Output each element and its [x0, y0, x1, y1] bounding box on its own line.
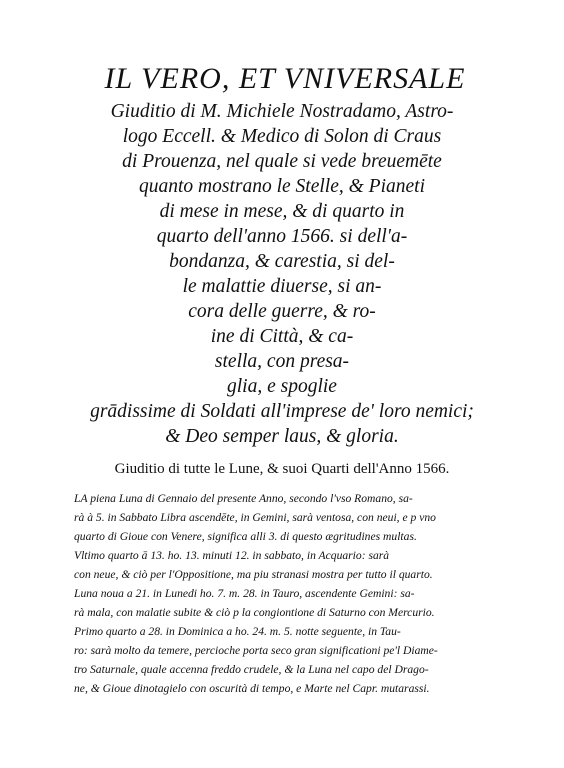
title-line: ine di Città, & ca- — [210, 326, 354, 347]
title-line: quanto mostrano le Stelle, & Pianeti — [139, 176, 425, 197]
title-line: le malattie diuerse, si an- — [182, 276, 382, 297]
title-line: quarto dell'anno 1566. si dell'a- — [156, 226, 408, 247]
paragraph-line: ro: sarà molto da temere, percioche porta seco gran significationi pe'l Diame- — [74, 644, 438, 657]
paragraph-line: rà mala, con malatie subite & ciò p la congiontione di Saturno con Mercurio. — [74, 606, 435, 619]
paragraph-line: Primo quarto a 28. in Dominica a ho. 24. m. 5. notte seguente, in Tau- — [74, 625, 401, 638]
title-line: & Deo semper laus, & gloria. — [165, 426, 399, 447]
title-line: grādissime di Soldati all'imprese de' loro nemici; — [90, 401, 474, 422]
title-line: di Prouenza, nel quale si vede breuemēte — [122, 151, 442, 172]
paragraph-line: quarto di Gioue con Venere, significa alli 3. di questo ægritudines multas. — [74, 530, 417, 543]
paragraph-line: rà à 5. in Sabbato Libra ascendēte, in Gemini, sarà ventosa, con neui, e p vno — [74, 511, 436, 524]
paragraph-line: LA piena Luna di Gennaio del presente Anno, secondo l'vso Romano, sa- — [74, 492, 413, 505]
paragraph-line: ne, & Gioue dinotagielo con oscurità di tempo, e Marte nel Capr. mutarassi. — [74, 682, 430, 695]
title-line: glia, e spoglie — [227, 376, 337, 397]
title-line: di mese in mese, & di quarto in — [159, 201, 405, 222]
document-title: IL VERO, ET VNIVERSALE — [104, 62, 466, 95]
paragraph-line: Luna noua a 21. in Lunedi ho. 7. m. 28. in Tauro, ascendente Gemini: sa- — [74, 587, 415, 600]
paragraph-line: tro Saturnale, quale accenna freddo crudele, & la Luna nel capo del Drago- — [74, 663, 429, 676]
title-line: logo Eccell. & Medico di Solon di Craus — [122, 126, 442, 147]
title-line: cora delle guerre, & ro- — [188, 301, 376, 322]
title-line: bondanza, & carestia, si del- — [169, 251, 395, 272]
title-line: stella, con presa- — [214, 351, 350, 372]
paragraph-line: Vltimo quarto ā 13. ho. 13. minuti 12. in sabbato, in Acquario: sarà — [74, 549, 390, 562]
paragraph-line: con neue, & ciò per l'Oppositione, ma piu stranasi mostra per tutto il quarto. — [74, 568, 433, 581]
title-line: Giuditio di M. Michiele Nostradamo, Astro- — [110, 101, 454, 122]
section-heading: Giuditio di tutte le Lune, & suoi Quarti dell'Anno 1566. — [114, 461, 450, 477]
